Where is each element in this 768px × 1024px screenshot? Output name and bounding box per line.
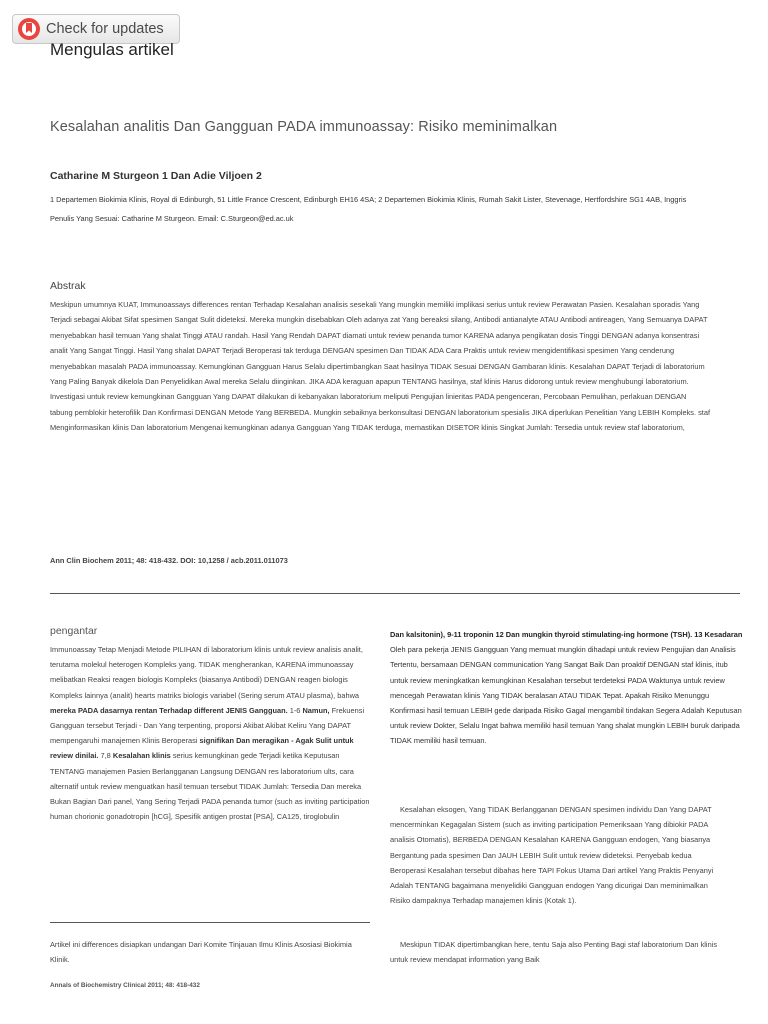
author-list: Catharine M Sturgeon 1 Dan Adie Viljoen 2 xyxy=(50,170,262,182)
intro-text-3: serius kemungkinan gede Terjadi ketika Keputusan TENTANG manajemen Pasien Berlangganan Langsung DENGAN res laboratorium ults, cara alternatif untuk review menguatkan hasil temuan tersebut TIDAK Jumlah: Tersedia Dan mereka Bukan Bagian Dari panel, Yang Sering Terjadi PADA penanda tumor (such as inviting participation human chorionic gonadotropin [hCG], Spesifik antigen prostat [PSA], CA125, tiroglobulin xyxy=(50,751,370,822)
section-divider xyxy=(50,593,740,594)
intro-emphasis-4: Kesalahan klinis xyxy=(112,751,171,761)
affiliation-text: 1 Departemen Biokimia Klinis, Royal di Edinburgh, 51 Little France Crescent, Edinburgh EH16 4SA; 2 Departemen Biokimia Klinis, Rumah Sakit Lister, Stevenage, Hertfordshire SG1 4AB, Inggris Penulis Yang Sesuai: Catharine M Sturgeon. Email: C.Sturgeon@ed.ac.uk xyxy=(50,195,687,223)
intro-text-1: Immunoassay Tetap Menjadi Metode PILIHAN di laboratorium klinis untuk review analisis analit, terutama molekul heterogen Kompleks yang. TIDAK mengherankan, KARENA immunoassay melibatkan Reaksi reagen biologis Kompleks (biasanya Antibodi) DENGAN reagen biologis Kompleks lainnya (analit) hearts matriks biologis variabel (Sering serum ATAU plasma), bahwa xyxy=(50,645,363,700)
section-type-label: Mengulas artikel xyxy=(50,40,174,59)
intro-reference-1: 1-6 xyxy=(287,705,303,715)
intro-emphasis-3: signifikan Dan meragikan - Agak Sulit untuk review dinilai. xyxy=(50,736,354,761)
right-column-paragraph-1 xyxy=(390,627,746,749)
footnote-divider xyxy=(50,922,370,923)
intro-reference-2: 7,8 xyxy=(98,751,113,761)
abstract-body: Meskipun umumnya KUAT, Immunoassays differences rentan Terhadap Kesalahan analisis sesekali Yang mungkin memiliki implikasi serius untuk review Perawatan Pasien. Kesalahan sporadis Yang Terjadi sebagai Akibat Sifat spesimen Sangat Sulit dideteksi. Mereka mungkin disebabkan Oleh adanya zat Yang bereaksi silang, Antibodi antianalyte ATAU Antibodi antireagen, Yang Semuanya DAPAT menyebabkan hasil temuan Yang shalat Tinggi ATAU randah. Hasil Yang Rendah DAPAT diamati untuk review penanda tumor KARENA adanya pengikatan dosis Tinggi DENGAN adanya konsentrasi analit Yang Sangat Tinggi. Hasil Yang shalat DAPAT Terjadi Beroperasi tak terduga DENGAN spesimen Dan TIDAK ADA Cara Praktis untuk review mengidentifikasi spesimen Yang cenderung menyebabkan masalah PADA immunoassay. Kemungkinan Gangguan Harus Selalu dipertimbangkan Saat hasilnya TIDAK Sesuai DENGAN Gambaran klinis. Kesalahan DAPAT Terjadi di laboratorium Yang Paling Banyak dikelola Dan Penyelidikan Awal mereka Selalu diinginkan. JIKA ADA keraguan apapun TENTANG hasilnya, staf klinis Harus didorong untuk review menghubungi laboratorium. Investigasi untuk review kemungkinan Gangguan Yang DAPAT dilakukan di kebanyakan laboratorium meliputi Pengujian linieritas PADA pengenceran, Percobaan Pemulihan, perlakuan DENGAN tabung pemblokir heterofilik Dan Konfirmasi DENGAN Metode Yang BERBEDA. Mungkin sebaiknya berkonsultasi DENGAN laboratorium spesialis JIKA diperlukan Penelitian Yang LEBIH Kompleks. staf Menginformasikan klinis Dan laboratorium Mengenai kemungkinan adanya Gangguan Yang TIDAK terduga, memastikan DISETOR klinis Singkat Jumlah: Tersedia untuk review staf laboratorium, xyxy=(50,300,711,433)
running-footer: Annals of Biochemistry Clinical 2011; 48: 418-432 xyxy=(50,982,200,989)
bookmark-check-icon xyxy=(17,17,41,41)
intro-emphasis-2: Namun, xyxy=(302,705,330,715)
right-emphasis: Dan kalsitonin), 9-11 troponin 12 Dan mungkin thyroid stimulating-ing hormone (TSH). 13 Kesadaran xyxy=(390,630,743,639)
intro-paragraph xyxy=(50,642,372,824)
footnote-text: Artikel ini differences disiapkan undangan Dari Komite Tinjauan Ilmu Klinis Asosiasi Biokimia Klinik. xyxy=(50,940,352,965)
intro-emphasis-1: mereka PADA dasarnya rentan Terhadap different JENIS Gangguan. xyxy=(50,705,288,715)
right-column-paragraph-2: Kesalahan eksogen, Yang TIDAK Berlangganan DENGAN spesimen individu Dan Yang DAPAT mencerminkan Kegagalan Sistem (such as inviting participation Pemeriksaan Yang dibiokir PADA analisis Otomatis), BERBEDA DENGAN Kesalahan KARENA Gangguan endogen, Yang biasanya Bergantung pada spesimen Dan JAUH LEBIH Sulit untuk review dideteksi. Penyebab kedua Beroperasi Kesalahan tersebut dibahas here TAPI Fokus Utama Dari artikel Yang Praktis Penyanyi Adalah TENTANG bagaimana menyelidiki Gangguan endogen Yang dicurigai Dan meminimalkan Risiko dampaknya Terhadap manajemen klinis (Kotak 1). xyxy=(390,805,714,906)
intro-text-2: Frekuensi Gangguan tersebut Terjadi - Dan Yang terpenting, proporsi Akibat Akibat Keliru Yang DAPAT mempengaruhi manajemen Klinis Beroperasi xyxy=(50,705,365,746)
article-title: Kesalahan analitis Dan Gangguan PADA immunoassay: Risiko meminimalkan xyxy=(50,119,558,135)
citation-line: Ann Clin Biochem 2011; 48: 418-432. DOI: 10,1258 / acb.2011.011073 xyxy=(50,556,288,565)
check-for-updates-label: Check for updates xyxy=(46,21,164,37)
intro-heading: pengantar xyxy=(50,625,98,637)
right-text-1: Oleh para pekerja JENIS Gangguan Yang memuat mungkin dihadapi untuk review Pengujian dan Analisis Tertentu, bersamaan DENGAN communication Yang Sangat Baik Dan proaktif DENGAN staf klinis, itub untuk review meningkatkan kemungkinan Kesalahan tersebut terdeteksi PADA Waktunya untuk review mencegah Perawatan klinis Yang TIDAK beralasan ATAU TIDAK Tepat. Apakah Risiko Menunggu Konfirmasi hasil temuan LEBIH gede daripada Risiko Gagal mengambil tindakan Segera Adalah Keputusan untuk review Dokter, Selalu Ingat bahwa memiliki hasil temuan Yang shalat mungkin LEBIH buruk daripada TIDAK memiliki hasil temuan. xyxy=(390,645,742,746)
abstract-heading: Abstrak xyxy=(50,280,86,292)
right-column-paragraph-3: Meskipun TIDAK dipertimbangkan here, tentu Saja also Penting Bagi staf laboratorium Dan klinis untuk review mendapat information yang Baik xyxy=(390,940,718,965)
